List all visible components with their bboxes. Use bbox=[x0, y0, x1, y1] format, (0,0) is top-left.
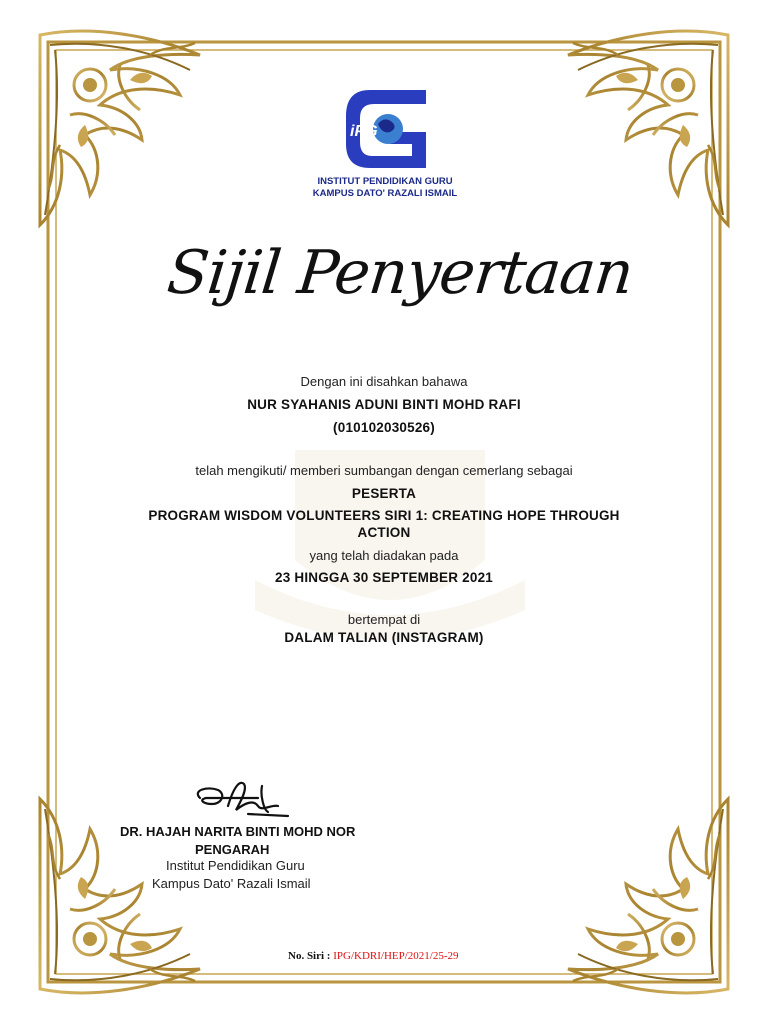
logo-text: iPG bbox=[350, 123, 378, 140]
program-title-line1: PROGRAM WISDOM VOLUNTEERS SIRI 1: CREATING HOPE THROUGH bbox=[148, 508, 620, 523]
institution-name-line2: KAMPUS DATO' RAZALI ISMAIL bbox=[312, 188, 458, 199]
recipient-id: (010102030526) bbox=[333, 420, 435, 435]
ipg-logo-icon bbox=[340, 82, 436, 172]
signatory-institution-line1: Institut Pendidikan Guru bbox=[166, 858, 305, 873]
role: PESERTA bbox=[351, 486, 417, 501]
institution-name-line1: INSTITUT PENDIDIKAN GURU bbox=[317, 176, 453, 187]
institution-name bbox=[240, 176, 530, 200]
intro-text: Dengan ini disahkan bahawa bbox=[300, 374, 468, 389]
serial-number bbox=[288, 950, 459, 962]
serial-value: IPG/KDRI/HEP/2021/25-29 bbox=[333, 950, 459, 962]
signature-icon bbox=[188, 776, 298, 824]
program-title-line2: ACTION bbox=[357, 525, 411, 540]
signatory-name: DR. HAJAH NARITA BINTI MOHD NOR bbox=[120, 824, 356, 839]
certificate-title: Sijil Penyertaan bbox=[164, 238, 636, 308]
serial-label: No. Siri : bbox=[288, 950, 331, 962]
venue-label: bertempat di bbox=[347, 612, 421, 627]
signatory-institution-line2: Kampus Dato' Razali Ismail bbox=[152, 876, 311, 891]
event-date: 23 HINGGA 30 SEPTEMBER 2021 bbox=[275, 570, 493, 585]
recipient-name: NUR SYAHANIS ADUNI BINTI MOHD RAFI bbox=[247, 397, 521, 412]
participation-text: telah mengikuti/ memberi sumbangan dengan cemerlang sebagai bbox=[195, 463, 573, 478]
venue: DALAM TALIAN (INSTAGRAM) bbox=[284, 630, 484, 645]
signatory-position: PENGARAH bbox=[195, 842, 270, 857]
held-text: yang telah diadakan pada bbox=[309, 548, 459, 563]
